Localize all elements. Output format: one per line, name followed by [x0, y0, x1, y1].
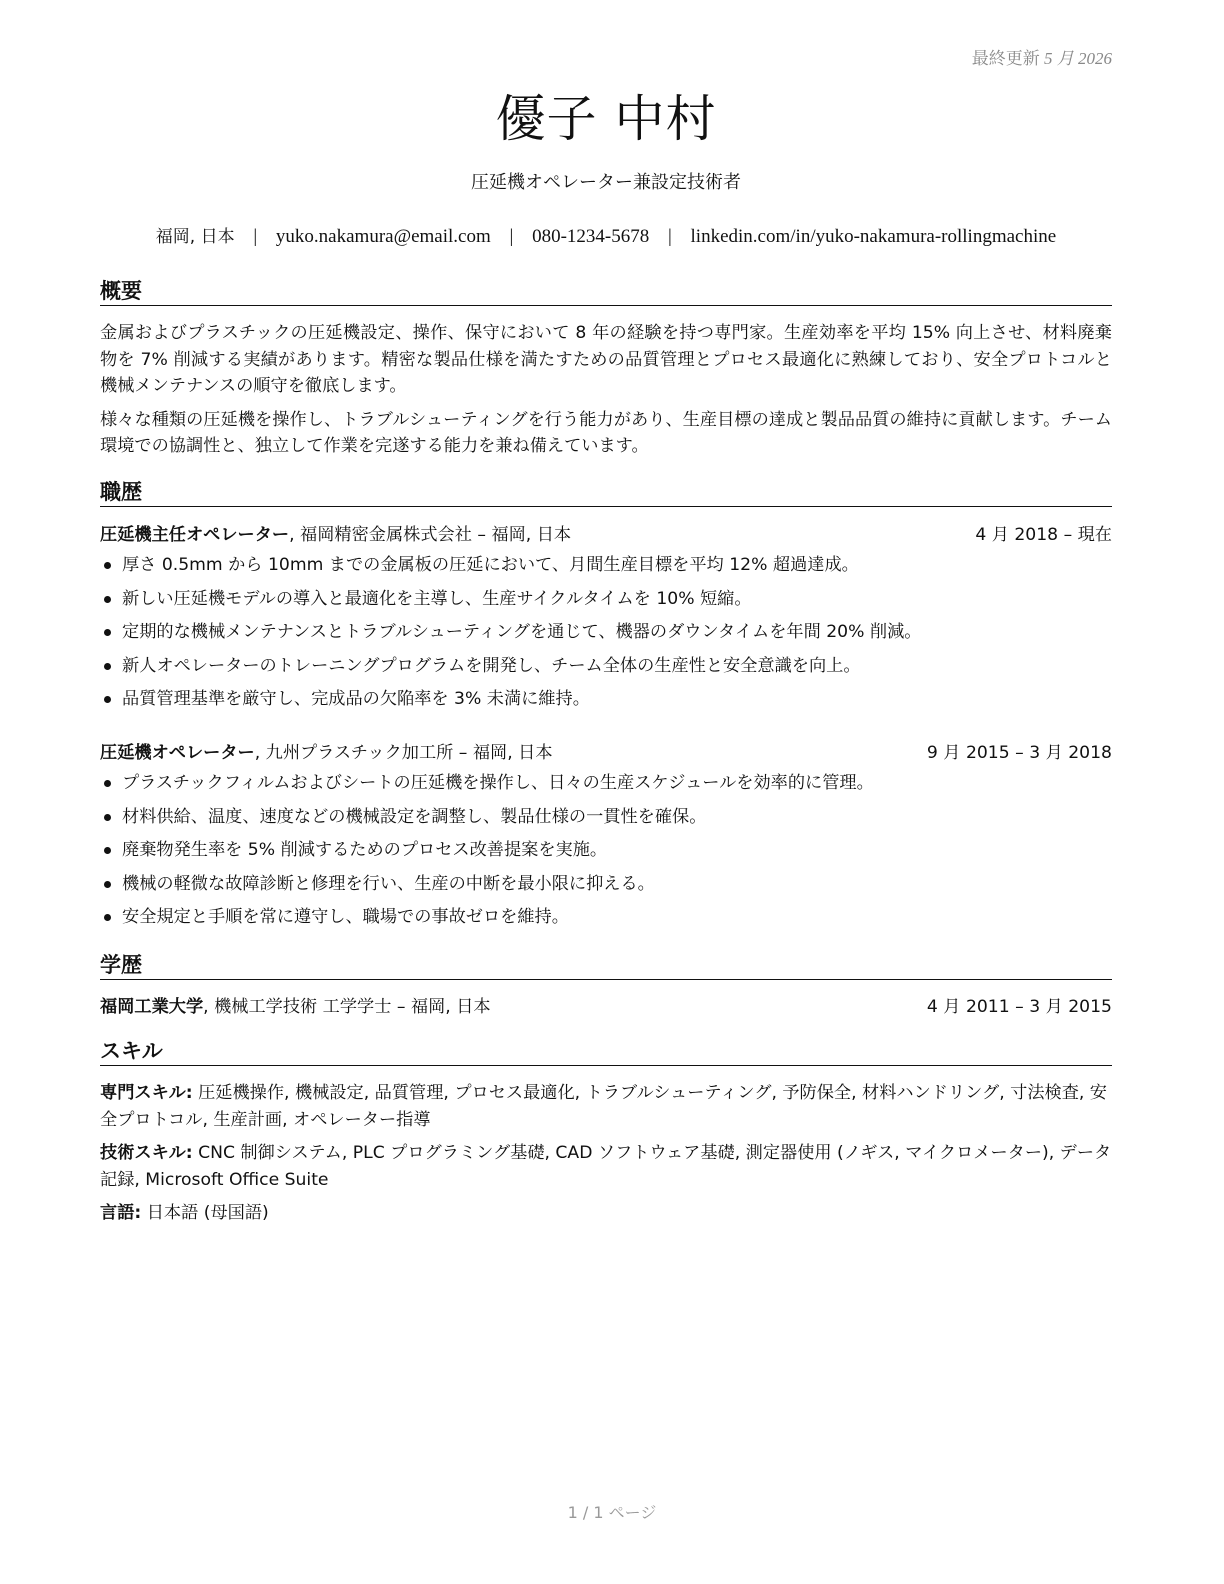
skill-line [100, 1200, 1112, 1227]
skill-line [100, 1140, 1112, 1193]
page-indicator: 1 / 1 ページ [567, 1503, 657, 1522]
job-bullet: 安全規定と手順を常に遵守し、職場での事故ゼロを維持。 [100, 904, 1112, 938]
job-company: , 九州プラスチック加工所 – 福岡, 日本 [254, 743, 553, 763]
job-bullet: 新しい圧延機モデルの導入と最適化を主導し、生産サイクルタイムを 10% 短縮。 [100, 586, 1112, 620]
contact-separator: | [253, 226, 258, 247]
job-bullet: 材料供給、温度、速度などの機械設定を調整し、製品仕様の一貫性を確保。 [100, 804, 1112, 838]
job-bullet: 厚さ 0.5mm から 10mm までの金属板の圧延において、月間生産目標を平均 12% 超過達成。 [100, 552, 1112, 586]
job-bullets [100, 552, 1112, 720]
last-updated [972, 44, 1112, 69]
skill-value: 圧延機操作, 機械設定, 品質管理, プロセス最適化, トラブルシューティング, 予防保全, 材料ハンドリング, 寸法検査, 安全プロトコル, 生産計画, オペレーター指導 [100, 1083, 1107, 1130]
summary-section [100, 320, 1112, 467]
skills-section [100, 1080, 1112, 1234]
last-updated-date: 5 月 2026 [1044, 49, 1112, 68]
job-title: 圧延機オペレーター兼設定技術者 [471, 172, 741, 193]
education-header [100, 994, 1112, 1024]
skill-label: 言語: [100, 1203, 142, 1223]
job-role: 圧延機オペレーター [100, 743, 255, 763]
contact-email[interactable]: yuko.nakamura@email.com [275, 226, 491, 247]
job-bullet: 廃棄物発生率を 5% 削減するためのプロセス改善提案を実施。 [100, 837, 1112, 871]
job-bullet: 定期的な機械メンテナンスとトラブルシューティングを通じて、機器のダウンタイムを年間 20% 削減。 [100, 619, 1112, 653]
job-header [100, 522, 1112, 552]
education-school: 福岡工業大学 [100, 997, 204, 1017]
contact-line [100, 224, 1112, 250]
contact-phone[interactable]: 080-1234-5678 [532, 226, 650, 247]
education-dates: 4 月 2011 – 3 月 2015 [926, 997, 1112, 1017]
section-heading-experience: 職歴 [100, 479, 1112, 507]
skill-line [100, 1080, 1112, 1133]
skill-label: 専門スキル: [100, 1083, 193, 1103]
contact-location: 福岡, 日本 [155, 227, 235, 247]
job-bullet: 品質管理基準を厳守し、完成品の欠陥率を 3% 未満に維持。 [100, 686, 1112, 720]
job-entry [100, 522, 1112, 720]
job-bullet: プラスチックフィルムおよびシートの圧延機を操作し、日々の生産スケジュールを効率的に管理。 [100, 770, 1112, 804]
skill-value: 日本語 (母国語) [141, 1203, 269, 1223]
resume-page [100, 0, 1112, 1584]
summary-paragraph: 金属およびプラスチックの圧延機設定、操作、保守において 8 年の経験を持つ専門家。生産効率を平均 15% 向上させ、材料廃棄物を 7% 削減する実績があります。精密な製品仕様を満たすための品質管理とプロセス最適化に熟練しており、安全プロトコルと機械メンテナンスの順守を徹底します。 [100, 323, 1112, 396]
summary-paragraph: 様々な種類の圧延機を操作し、トラブルシューティングを行う能力があり、生産目標の達成と製品品質の維持に貢献します。チーム環境での協調性と、独立して作業を完遂する能力を兼ね備えています。 [100, 409, 1112, 456]
skill-label: 技術スキル: [100, 1143, 193, 1163]
job-dates: 9 月 2015 – 3 月 2018 [926, 743, 1112, 763]
section-heading-summary: 概要 [100, 278, 1112, 306]
job-role: 圧延機主任オペレーター [100, 525, 290, 545]
last-updated-label: 最終更新 [971, 49, 1040, 68]
job-bullet: 機械の軽微な故障診断と修理を行い、生産の中断を最小限に抑える。 [100, 871, 1112, 905]
education-entry [100, 994, 1112, 1024]
contact-separator: | [667, 226, 672, 247]
job-dates: 4 月 2018 – 現在 [975, 525, 1112, 545]
job-bullets [100, 770, 1112, 938]
contact-separator: | [509, 226, 514, 247]
section-heading-education: 学歴 [100, 952, 1112, 980]
job-company: , 福岡精密金属株式会社 – 福岡, 日本 [289, 525, 572, 545]
job-entry [100, 740, 1112, 938]
section-heading-skills: スキル [100, 1038, 1112, 1066]
contact-linkedin[interactable]: linkedin.com/in/yuko-nakamura-rollingmachine [690, 226, 1057, 247]
education-degree: , 機械工学技術 工学学士 – 福岡, 日本 [203, 997, 491, 1017]
job-header [100, 740, 1112, 770]
skill-value: CNC 制御システム, PLC プログラミング基礎, CAD ソフトウェア基礎, 測定器使用 (ノギス, マイクロメーター), データ記録, Microsoft Office Suite [100, 1143, 1112, 1190]
candidate-name: 優子 中村 [495, 90, 717, 148]
job-bullet: 新人オペレーターのトレーニングプログラムを開発し、チーム全体の生産性と安全意識を向上。 [100, 653, 1112, 687]
